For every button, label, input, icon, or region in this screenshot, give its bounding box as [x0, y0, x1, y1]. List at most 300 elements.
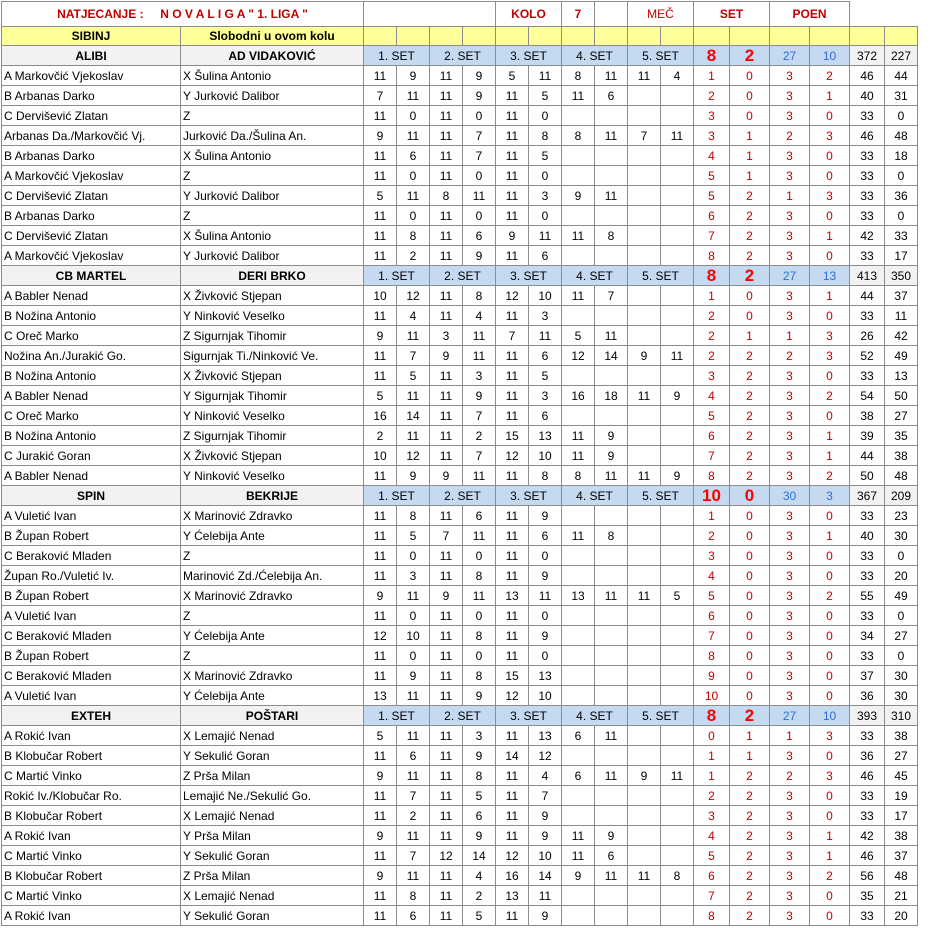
match-score-home: 7 [694, 446, 730, 466]
away-team-name: DERI BRKO [181, 266, 364, 286]
set-score-home: 3 [770, 246, 810, 266]
set-score: 14 [595, 346, 628, 366]
match-score-away: 1 [730, 326, 770, 346]
set-score: 9 [397, 466, 430, 486]
set-score: 11 [364, 66, 397, 86]
set-score-home: 3 [770, 826, 810, 846]
set-score-home: 3 [770, 86, 810, 106]
match-score-away: 0 [730, 566, 770, 586]
set-score [661, 666, 694, 686]
set-score: 9 [364, 586, 397, 606]
set-score: 11 [397, 586, 430, 606]
set-score: 11 [364, 786, 397, 806]
set-score: 11 [430, 206, 463, 226]
set-score-home: 3 [770, 746, 810, 766]
set-score: 11 [529, 326, 562, 346]
set-score: 11 [496, 106, 529, 126]
game-row [2, 146, 918, 166]
points-away: 45 [885, 766, 918, 786]
set-score [595, 546, 628, 566]
match-label: MEČ [628, 2, 694, 27]
set-score: 11 [364, 646, 397, 666]
set-score [628, 306, 661, 326]
set-score-home: 3 [770, 446, 810, 466]
points-home: 33 [850, 206, 885, 226]
set-score: 10 [529, 686, 562, 706]
home-player: B Nožina Antonio [2, 366, 181, 386]
game-row [2, 386, 918, 406]
match-score-away: 2 [730, 406, 770, 426]
game-row [2, 186, 918, 206]
set-score [595, 306, 628, 326]
away-player: Y Jurković Dalibor [181, 186, 364, 206]
away-player: Y Sekulić Goran [181, 846, 364, 866]
game-row [2, 526, 918, 546]
match-score-away: 2 [730, 766, 770, 786]
points-away: 17 [885, 806, 918, 826]
home-player: B Arbanas Darko [2, 206, 181, 226]
away-player: Z [181, 606, 364, 626]
set-score: 5 [496, 66, 529, 86]
set-score: 8 [397, 226, 430, 246]
match-score-away: 2 [730, 846, 770, 866]
home-team-name: CB MARTEL [2, 266, 181, 286]
set-score: 11 [430, 106, 463, 126]
match-score-home: 5 [694, 846, 730, 866]
set-score: 11 [364, 466, 397, 486]
set-score: 11 [430, 86, 463, 106]
set-score: 6 [397, 746, 430, 766]
away-player: Lemajić Ne./Sekulić Go. [181, 786, 364, 806]
set-score-home: 3 [770, 366, 810, 386]
set-score: 13 [364, 686, 397, 706]
home-player: A Markovčić Vjekoslav [2, 66, 181, 86]
set-score: 6 [397, 146, 430, 166]
home-player: B Arbanas Darko [2, 146, 181, 166]
set-score [661, 786, 694, 806]
game-row [2, 906, 918, 926]
set-score: 6 [529, 526, 562, 546]
set-score [595, 686, 628, 706]
points-home: 40 [850, 86, 885, 106]
set-score: 11 [661, 346, 694, 366]
set-score: 9 [562, 866, 595, 886]
set-score: 12 [496, 446, 529, 466]
match-total-home: 8 [694, 706, 730, 726]
set-score: 13 [529, 726, 562, 746]
home-player: A Rokić Ivan [2, 826, 181, 846]
set-score-home: 3 [770, 846, 810, 866]
set-score: 11 [397, 766, 430, 786]
match-score-home: 6 [694, 606, 730, 626]
set-score-home: 3 [770, 286, 810, 306]
set-score [562, 546, 595, 566]
set-score: 14 [529, 866, 562, 886]
points-away: 37 [885, 846, 918, 866]
set-total-home: 27 [770, 46, 810, 66]
set-header-3: 3. SET [496, 486, 562, 506]
points-home: 46 [850, 66, 885, 86]
set-score [628, 246, 661, 266]
set-score: 9 [364, 326, 397, 346]
set-score: 0 [529, 546, 562, 566]
set-score-home: 2 [770, 766, 810, 786]
set-score: 11 [628, 466, 661, 486]
set-score: 8 [430, 186, 463, 206]
match-score-home: 1 [694, 66, 730, 86]
set-score [661, 546, 694, 566]
set-score: 11 [562, 426, 595, 446]
set-score: 5 [562, 326, 595, 346]
set-score-away: 1 [810, 226, 850, 246]
set-score [595, 246, 628, 266]
set-score: 0 [397, 166, 430, 186]
set-header-4: 4. SET [562, 46, 628, 66]
set-score [661, 326, 694, 346]
set-score: 14 [463, 846, 496, 866]
set-score: 9 [364, 766, 397, 786]
match-score-home: 6 [694, 206, 730, 226]
set-score: 18 [595, 386, 628, 406]
points-home: 36 [850, 686, 885, 706]
set-score-away: 0 [810, 806, 850, 826]
set-score-home: 3 [770, 686, 810, 706]
away-player: Z Prša Milan [181, 766, 364, 786]
match-score-away: 1 [730, 146, 770, 166]
match-score-home: 9 [694, 666, 730, 686]
game-row [2, 646, 918, 666]
set-score: 0 [463, 206, 496, 226]
home-player: A Vuletić Ivan [2, 686, 181, 706]
set-score: 11 [364, 106, 397, 126]
away-player: Z Sigurnjak Tihomir [181, 326, 364, 346]
set-score: 5 [661, 586, 694, 606]
set-score: 11 [364, 566, 397, 586]
points-home: 33 [850, 146, 885, 166]
set-score-home: 3 [770, 206, 810, 226]
set-score [628, 886, 661, 906]
points-home: 33 [850, 106, 885, 126]
set-header-3: 3. SET [496, 706, 562, 726]
set-score: 9 [562, 186, 595, 206]
set-score [628, 226, 661, 246]
points-home: 44 [850, 446, 885, 466]
set-score: 11 [430, 866, 463, 886]
set-score [595, 666, 628, 686]
set-score [628, 506, 661, 526]
set-score: 11 [562, 526, 595, 546]
set-score-away: 0 [810, 606, 850, 626]
set-score: 11 [397, 726, 430, 746]
set-score: 11 [595, 866, 628, 886]
points-away: 0 [885, 166, 918, 186]
set-score [661, 506, 694, 526]
points-away: 48 [885, 126, 918, 146]
set-score: 11 [430, 806, 463, 826]
match-score-away: 2 [730, 466, 770, 486]
game-row [2, 346, 918, 366]
set-score: 11 [496, 406, 529, 426]
points-away: 38 [885, 726, 918, 746]
home-player: B Nožina Antonio [2, 426, 181, 446]
set-score: 16 [496, 866, 529, 886]
away-player: Marinović Zd./Ćelebija An. [181, 566, 364, 586]
set-score: 6 [529, 246, 562, 266]
match-score-away: 1 [730, 166, 770, 186]
set-score: 11 [430, 386, 463, 406]
set-score: 6 [595, 86, 628, 106]
set-score: 11 [562, 226, 595, 246]
set-score: 9 [529, 506, 562, 526]
away-player: X Živković Stjepan [181, 446, 364, 466]
points-home: 33 [850, 726, 885, 746]
set-score: 8 [529, 466, 562, 486]
set-score: 11 [364, 666, 397, 686]
set-score: 11 [430, 646, 463, 666]
set-score: 11 [364, 526, 397, 546]
set-score: 11 [430, 426, 463, 446]
set-header-4: 4. SET [562, 706, 628, 726]
set-score-away: 0 [810, 106, 850, 126]
match-score-away: 2 [730, 826, 770, 846]
home-player: Arbanas Da./Markovčić Vj. [2, 126, 181, 146]
set-score-away: 1 [810, 86, 850, 106]
home-player: C Dervišević Zlatan [2, 186, 181, 206]
set-score: 11 [397, 686, 430, 706]
set-score [628, 726, 661, 746]
set-score: 11 [430, 406, 463, 426]
match-score-home: 2 [694, 306, 730, 326]
set-score: 11 [364, 346, 397, 366]
competition-title [2, 2, 364, 27]
points-home: 33 [850, 186, 885, 206]
set-score [595, 786, 628, 806]
away-player: Y Prša Milan [181, 826, 364, 846]
set-score-away: 0 [810, 686, 850, 706]
points-home: 33 [850, 566, 885, 586]
set-score: 13 [496, 886, 529, 906]
set-score: 9 [463, 386, 496, 406]
points-home: 33 [850, 806, 885, 826]
points-total-home: 367 [850, 486, 885, 506]
set-score-home: 3 [770, 166, 810, 186]
set-score: 8 [562, 66, 595, 86]
match-score-home: 1 [694, 746, 730, 766]
set-score [562, 746, 595, 766]
points-home: 33 [850, 166, 885, 186]
away-player: Z [181, 206, 364, 226]
set-score: 11 [397, 126, 430, 146]
set-score: 11 [430, 306, 463, 326]
set-score: 11 [496, 126, 529, 146]
set-header-2: 2. SET [430, 266, 496, 286]
set-score: 11 [595, 766, 628, 786]
set-score: 6 [562, 766, 595, 786]
team-header-row [2, 266, 918, 286]
set-score: 8 [397, 506, 430, 526]
game-row [2, 766, 918, 786]
set-score [661, 846, 694, 866]
away-player: X Šulina Antonio [181, 226, 364, 246]
match-score-away: 0 [730, 546, 770, 566]
match-score-home: 5 [694, 166, 730, 186]
points-home: 50 [850, 466, 885, 486]
game-row [2, 806, 918, 826]
set-score [562, 666, 595, 686]
set-score: 6 [529, 406, 562, 426]
set-score: 5 [529, 86, 562, 106]
game-row [2, 606, 918, 626]
match-score-home: 2 [694, 86, 730, 106]
set-score-away: 0 [810, 746, 850, 766]
set-score-away: 0 [810, 626, 850, 646]
set-score: 11 [496, 806, 529, 826]
set-score: 8 [463, 566, 496, 586]
home-player: A Markovčić Vjekoslav [2, 166, 181, 186]
set-score-away: 1 [810, 826, 850, 846]
away-player: Z [181, 106, 364, 126]
set-score: 11 [496, 526, 529, 546]
game-row [2, 466, 918, 486]
set-score [661, 366, 694, 386]
away-player: Z [181, 646, 364, 666]
set-score: 11 [364, 746, 397, 766]
game-row [2, 86, 918, 106]
points-away: 30 [885, 666, 918, 686]
set-score: 7 [595, 286, 628, 306]
set-score-away: 2 [810, 466, 850, 486]
game-row [2, 666, 918, 686]
set-score [628, 786, 661, 806]
set-score-away: 3 [810, 186, 850, 206]
competition-name: N O V A L I G A " 1. LIGA " [160, 7, 308, 21]
set-score-away: 1 [810, 526, 850, 546]
game-row [2, 286, 918, 306]
set-score: 0 [529, 606, 562, 626]
match-score-home: 3 [694, 106, 730, 126]
set-score-away: 1 [810, 426, 850, 446]
set-score-away: 0 [810, 166, 850, 186]
set-score-away: 3 [810, 326, 850, 346]
set-score: 3 [529, 306, 562, 326]
home-player: Župan Ro./Vuletić Iv. [2, 566, 181, 586]
set-score: 0 [397, 106, 430, 126]
set-score-home: 3 [770, 666, 810, 686]
points-home: 46 [850, 846, 885, 866]
away-player: X Šulina Antonio [181, 146, 364, 166]
match-score-away: 2 [730, 446, 770, 466]
bye-row [2, 27, 918, 46]
match-score-home: 2 [694, 526, 730, 546]
points-label: POEN [770, 2, 850, 27]
set-score: 11 [430, 626, 463, 646]
set-score: 8 [463, 666, 496, 686]
set-score: 0 [463, 646, 496, 666]
set-score [661, 206, 694, 226]
match-score-home: 1 [694, 766, 730, 786]
match-score-home: 3 [694, 546, 730, 566]
set-score: 12 [496, 686, 529, 706]
set-score: 12 [496, 286, 529, 306]
set-score [595, 626, 628, 646]
home-player: B Klobučar Robert [2, 806, 181, 826]
match-score-home: 4 [694, 386, 730, 406]
match-score-away: 2 [730, 866, 770, 886]
set-score: 12 [397, 286, 430, 306]
set-score: 11 [430, 686, 463, 706]
set-score: 8 [463, 766, 496, 786]
set-score [628, 86, 661, 106]
away-player: Y Sekulić Goran [181, 906, 364, 926]
set-score [628, 366, 661, 386]
set-score: 15 [496, 426, 529, 446]
game-row [2, 746, 918, 766]
set-score: 11 [529, 66, 562, 86]
game-row [2, 866, 918, 886]
set-score [661, 686, 694, 706]
match-score-away: 0 [730, 526, 770, 546]
points-home: 56 [850, 866, 885, 886]
game-row [2, 686, 918, 706]
set-score [562, 506, 595, 526]
set-score: 11 [496, 206, 529, 226]
set-score: 11 [430, 666, 463, 686]
points-away: 27 [885, 626, 918, 646]
set-score [628, 566, 661, 586]
home-player: B Župan Robert [2, 586, 181, 606]
set-score: 11 [430, 546, 463, 566]
set-header-4: 4. SET [562, 266, 628, 286]
set-score [595, 166, 628, 186]
set-score: 11 [364, 606, 397, 626]
set-score: 11 [496, 646, 529, 666]
set-score [661, 606, 694, 626]
set-score: 11 [595, 126, 628, 146]
results-sheet [1, 1, 918, 926]
match-score-away: 1 [730, 726, 770, 746]
match-score-home: 3 [694, 366, 730, 386]
set-score: 11 [595, 186, 628, 206]
set-score: 7 [364, 86, 397, 106]
set-score: 9 [529, 626, 562, 646]
set-score: 10 [364, 286, 397, 306]
set-score: 11 [496, 466, 529, 486]
set-score: 9 [397, 666, 430, 686]
set-score: 11 [430, 126, 463, 146]
set-score: 11 [397, 326, 430, 346]
set-score: 6 [463, 226, 496, 246]
set-score [628, 526, 661, 546]
match-score-home: 2 [694, 326, 730, 346]
home-player: B Klobučar Robert [2, 866, 181, 886]
game-row [2, 826, 918, 846]
set-score-home: 3 [770, 906, 810, 926]
set-score: 11 [463, 526, 496, 546]
points-away: 35 [885, 426, 918, 446]
game-row [2, 586, 918, 606]
points-away: 49 [885, 346, 918, 366]
set-score: 11 [364, 226, 397, 246]
set-score: 0 [529, 646, 562, 666]
set-score: 12 [430, 846, 463, 866]
set-score-home: 3 [770, 566, 810, 586]
away-player: X Marinović Zdravko [181, 506, 364, 526]
match-total-away: 2 [730, 46, 770, 66]
points-home: 33 [850, 786, 885, 806]
set-score: 6 [529, 346, 562, 366]
game-row [2, 446, 918, 466]
set-score: 11 [430, 146, 463, 166]
